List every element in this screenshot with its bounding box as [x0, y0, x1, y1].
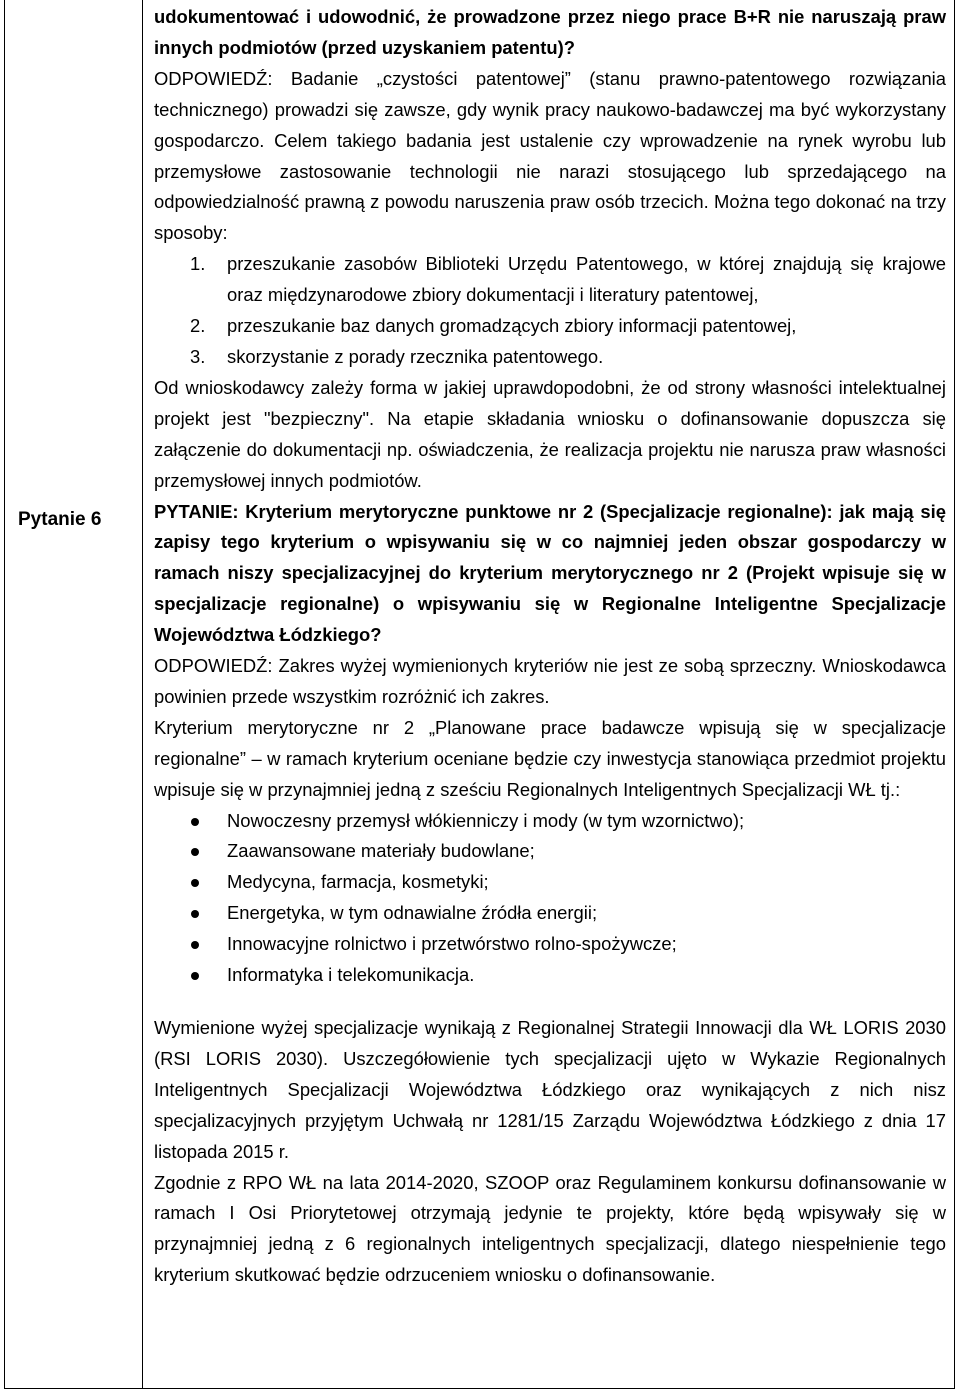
paragraph: Zgodnie z RPO WŁ na lata 2014-2020, SZOOP oraz Regulaminem konkursu dofinansowanie w ramach I Osi Priorytetowej otrzymają jedynie te projekty, które będą wpisywały się w przynajmniej jedną z 6 regionalnych inteligentnych specjalizacji, dlatego niespełnienie tego kryterium skutkować będzie odrzuceniem wniosku o dofinansowanie.: [154, 1171, 946, 1286]
list-item: [154, 929, 946, 960]
content-cell: [154, 2, 946, 1291]
question-text: Kryterium merytoryczne punktowe nr 2 (Specjalizacje regionalne): jak mają się zapisy tego kryterium o wpisywaniu się w co najmniej jeden obszar gospodarczy w ramach niszy specjalizacyjnej do kryterium merytorycznego nr 2 (Projekt wpisuje się w specjalizacje regionalne) o wpisywaniu się w Regionalne Inteligentne Specjalizacje Województwa Łódzkiego?: [154, 500, 946, 646]
list-text: skorzystanie z porady rzecznika patentowego.: [227, 345, 604, 367]
list-text: Innowacyjne rolnictwo i przetwórstwo rolno-spożywcze;: [227, 933, 677, 955]
list-text: Nowoczesny przemysł włókienniczy i mody (w tym wzornictwo);: [227, 809, 745, 831]
list-item: [154, 867, 946, 898]
paragraph: Wymienione wyżej specjalizacje wynikają z Regionalnej Strategii Innowacji dla WŁ LORIS 2030 (RSI LORIS 2030). Uszczegółowienie tych specjalizacji ujęto w Wykazie Regionalnych Inteligentnych Specjalizacji Województwa Łódzkiego oraz wynikających z nich nisz specjalizacyjnych przyjętym Uchwałą nr 1281/15 Zarządu Województwa Łódzkiego z dnia 17 listopada 2015 r.: [154, 1017, 946, 1162]
list-text: przeszukanie zasobów Biblioteki Urzędu Patentowego, w której znajdują się krajowe oraz międzynarodowe zbiory dokumentacji i literatury patentowej,: [227, 253, 946, 306]
question-label: Pytanie 6: [18, 509, 102, 530]
bullet-icon: [191, 879, 199, 887]
previous-closing: Od wnioskodawcy zależy forma w jakiej uprawdopodobni, że od strony własności intelektualnej projekt jest "bezpieczny". Na etapie składania wniosku o dofinansowanie dopuszcza się załączenie do dokumentacji np. oświadczenia, że realizacja projektu nie narusza praw własności przemysłowej innych podmiotów.: [154, 376, 946, 491]
bullet-icon: [191, 848, 199, 856]
list-number: 2.: [190, 315, 206, 337]
answer-prefix: ODPOWIEDŹ:: [154, 655, 273, 677]
list-number: 3.: [190, 345, 206, 367]
answer-6: [154, 651, 946, 713]
list-item: [154, 311, 946, 342]
bullet-icon: [191, 910, 199, 918]
answer-text: Badanie „czystości patentowej” (stanu prawno-patentowego rozwiązania technicznego) prowadzi się zawsze, gdy wynik pracy naukowo-badawczej ma być wykorzystany gospodarczo. Celem takiego badania jest ustalenie czy wprowadzenie na rynek wyrobu lub przemysłowe zastosowanie technologii nie narazi stosującego lub sprzedającego na odpowiedzialność prawną z powodu naruszenia praw osób trzecich. Można tego dokonać na trzy sposoby:: [154, 67, 946, 244]
answer-text: Zakres wyżej wymienionych kryteriów nie jest ze sobą sprzeczny. Wnioskodawca powinien przede wszystkim rozróżnić ich zakres.: [154, 655, 946, 707]
methods-list: [154, 249, 946, 373]
previous-answer: [154, 64, 946, 249]
bullet-icon: [191, 818, 199, 826]
column-divider: [142, 0, 143, 1389]
list-text: przeszukanie baz danych gromadzących zbiory informacji patentowej,: [227, 315, 797, 337]
question-prefix: PYTANIE:: [154, 500, 239, 522]
list-item: [154, 249, 946, 311]
list-item: [154, 342, 946, 373]
previous-question-tail: udokumentować i udowodnić, że prowadzone przez niego prace B+R nie naruszają praw innych podmiotów (przed uzyskaniem patentu)?: [154, 6, 946, 58]
answer-prefix: ODPOWIEDŹ:: [154, 67, 273, 89]
list-text: Energetyka, w tym odnawialne źródła energii;: [227, 902, 598, 924]
list-item: [154, 836, 946, 867]
criterion-text: Kryterium merytoryczne nr 2 „Planowane prace badawcze wpisują się w specjalizacje regionalne” – w ramach kryterium oceniane będzie czy inwestycja stanowiąca przedmiot projektu wpisuje się w przynajmniej jedną z sześciu Regionalnych Inteligentnych Specjalizacji WŁ tj.:: [154, 716, 946, 800]
spacer: [154, 991, 946, 1013]
question-6: [154, 497, 946, 652]
bullet-icon: [191, 972, 199, 980]
list-item: [154, 898, 946, 929]
list-item: [154, 960, 946, 991]
list-text: Zaawansowane materiały budowlane;: [227, 840, 535, 862]
bullet-icon: [191, 941, 199, 949]
list-number: 1.: [190, 253, 206, 275]
list-text: Informatyka i telekomunikacja.: [227, 964, 475, 986]
list-text: Medycyna, farmacja, kosmetyki;: [227, 871, 489, 893]
specializations-list: [154, 806, 946, 991]
list-item: [154, 806, 946, 837]
